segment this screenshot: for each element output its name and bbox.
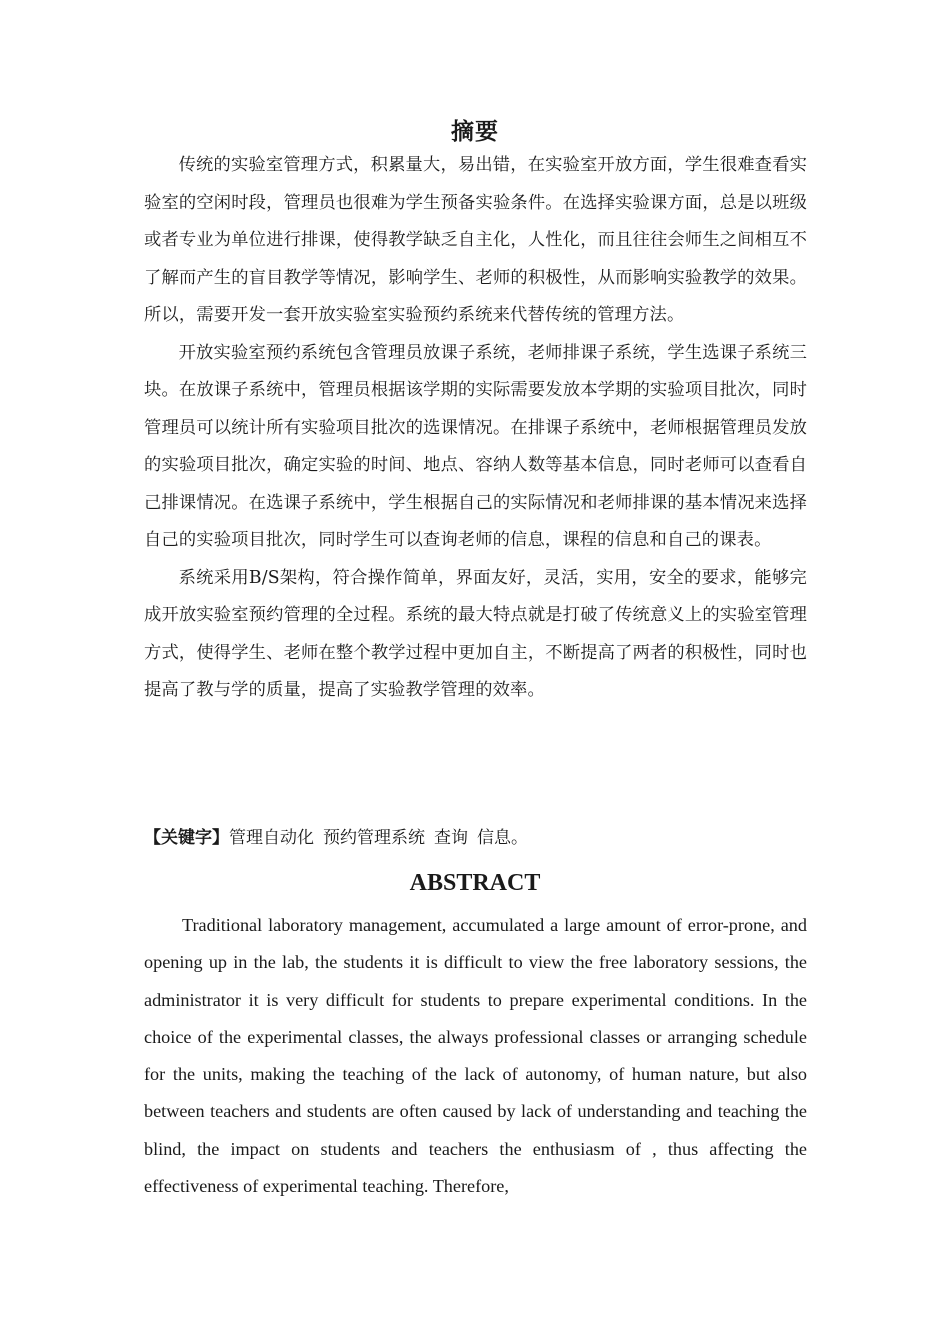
abstract-paragraph-cn: 开放实验室预约系统包含管理员放课子系统，老师排课子系统，学生选课子系统三块。在放课子系统中，管理员根据该学期的实际需要发放本学期的实验项目批次，同时管理员可以统计所有实验项目批次的选课情况。在排课子系统中，老师根据管理员发放的实验项目批次，确定实验的时间、地点、容纳人数等基本信息，同时老师可以查看自己排课情况。在选课子系统中，学生根据自己的实际情况和老师排课的基本情况来选择自己的实验项目批次，同时学生可以查询老师的信息，课程的信息和自己的课表。 [144, 342, 807, 550]
abstract-paragraph-cn: 传统的实验室管理方式，积累量大，易出错，在实验室开放方面，学生很难查看实验室的空闲时段，管理员也很难为学生预备实验条件。在选择实验课方面，总是以班级或者专业为单位进行排课，使得教学缺乏自主化，人性化，而且往往会师生之间相互不了解而产生的盲目教学等情况，影响学生、老师的积极性，从而影响实验教学的效果。所以，需要开发一套开放实验室实验预约系统来代替传统的管理方法。 [144, 155, 807, 325]
abstract-body-cn [144, 147, 807, 710]
abstract-title-cn: 摘要 [451, 119, 499, 145]
abstract-paragraph-cn: 系统采用B/S架构，符合操作简单，界面友好，灵活，实用，安全的要求，能够完成开放实验室预约管理的全过程。系统的最大特点就是打破了传统意义上的实验室管理方式，使得学生、老师在整个教学过程中更加自主，不断提高了两者的积极性，同时也提高了教与学的质量，提高了实验教学管理的效率。 [144, 567, 807, 700]
abstract-title-en: ABSTRACT [409, 870, 541, 896]
abstract-paragraph-en: Traditional laboratory management, accumulated a large amount of error-prone, and opening up in the lab, the students it is difficult to view the free laboratory sessions, the administrator it is very difficult for students to prepare experimental conditions. In the choice of the experimental classes, the always professional classes or arranging schedule for the units, making the teaching of the lack of autonomy, of human nature, but also between teachers and students are often caused by lack of understanding and teaching the blind, the impact on students and teachers the enthusiasm of , thus affecting the effectiveness of experimental teaching. Therefore, [144, 915, 807, 1197]
keywords-label: 【关键字】 [144, 828, 229, 848]
keywords-line [144, 820, 807, 856]
keyword-item: 预约管理系统 [323, 828, 425, 848]
abstract-body-en [144, 907, 807, 1205]
keyword-item: 管理自动化 [229, 828, 314, 848]
keyword-item: 信息。 [477, 828, 528, 848]
keyword-item: 查询 [434, 828, 468, 848]
